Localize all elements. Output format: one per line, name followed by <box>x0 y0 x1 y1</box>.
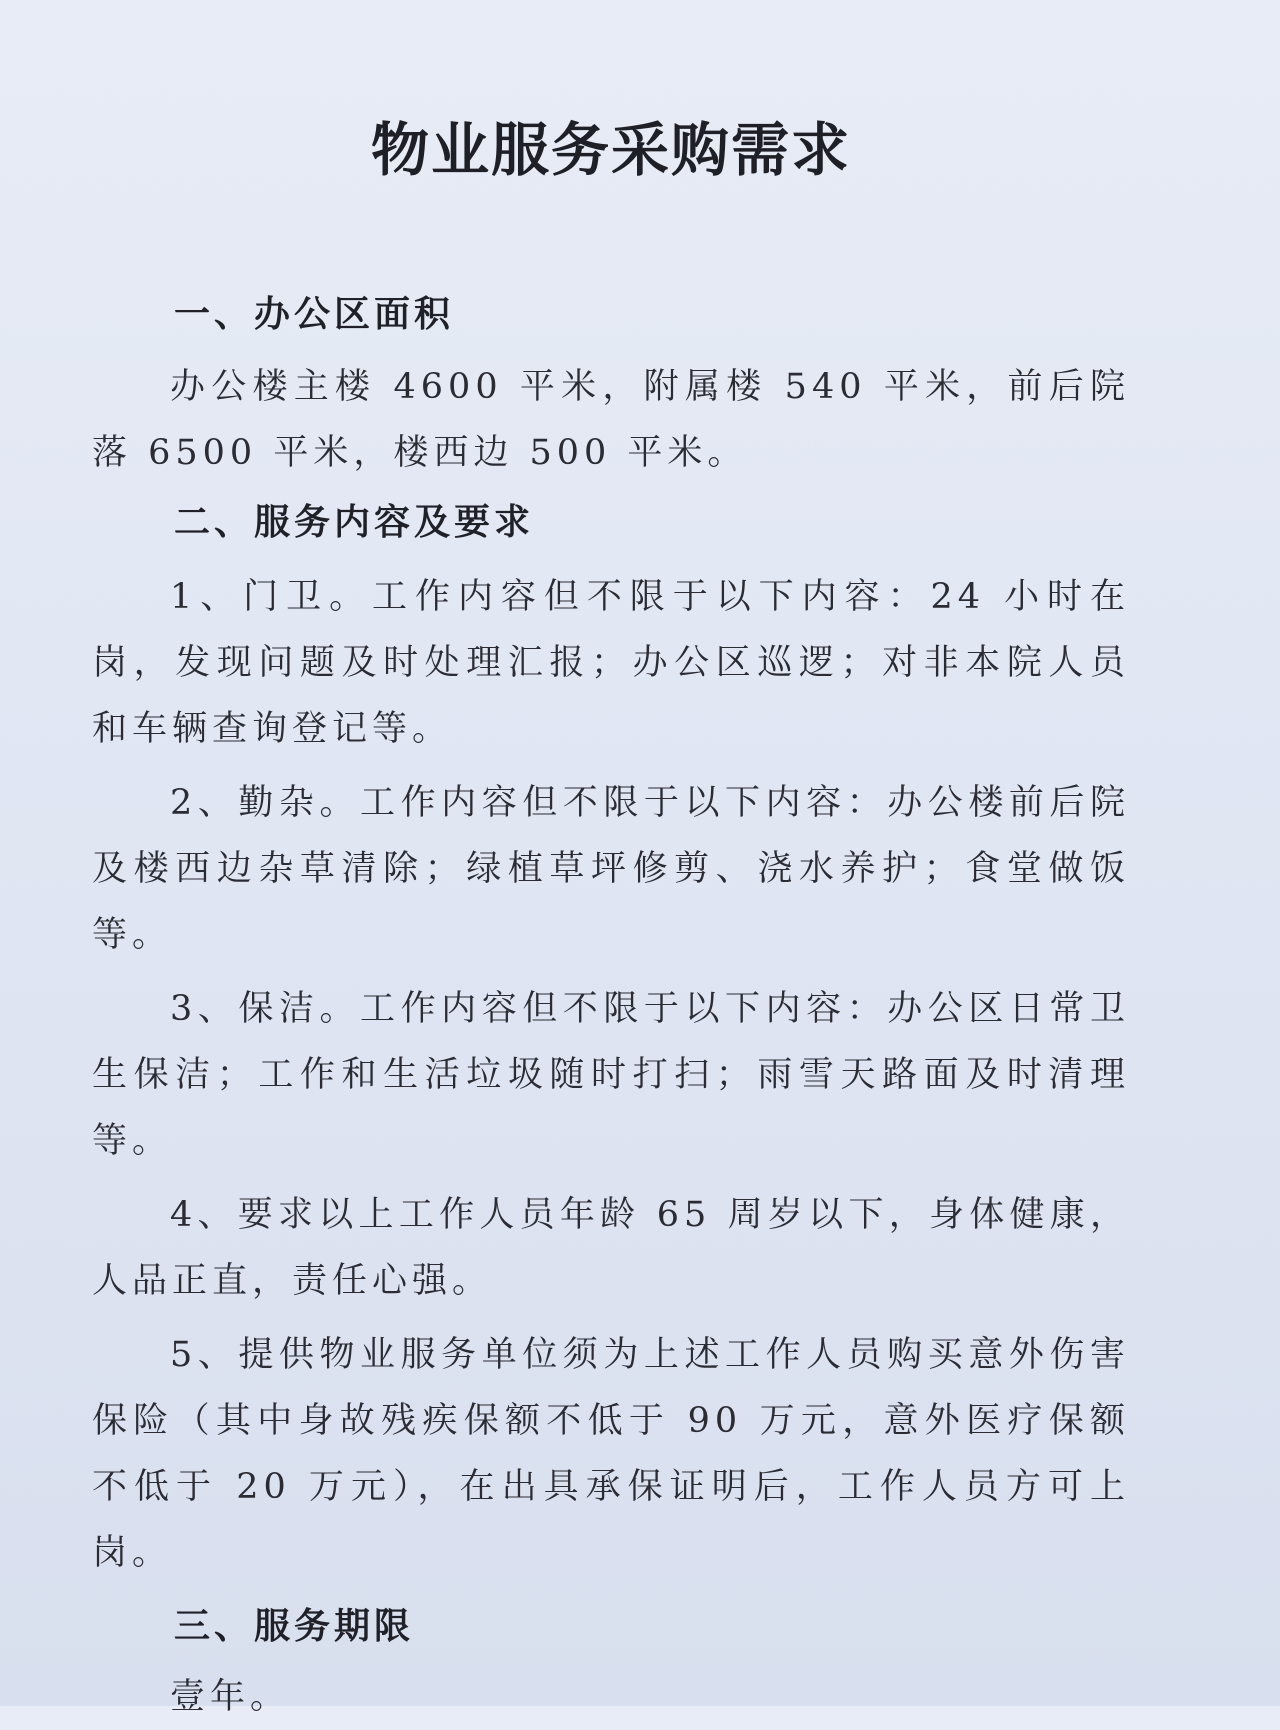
area-paragraph: 办公楼主楼 4600 平米，附属楼 540 平米，前后院落 6500 平米，楼西边 500 平米。 <box>92 367 1130 473</box>
section-heading-area: 一、办公区面积 <box>174 294 455 335</box>
term-paragraph: 壹年。 <box>170 1677 291 1717</box>
service-item-staff-requirements: 4、要求以上工作人员年龄 65 周岁以下，身体健康，人品正直，责任心强。 <box>92 1195 1130 1301</box>
service-item-guard: 1、门卫。工作内容但不限于以下内容：24 小时在岗，发现问题及时处理汇报；办公区巡逻；对非本院人员和车辆查询登记等。 <box>92 577 1130 749</box>
service-item-chores: 2、勤杂。工作内容但不限于以下内容：办公楼前后院及楼西边杂草清除；绿植草坪修剪、浇水养护；食堂做饭等。 <box>92 783 1130 955</box>
service-item-cleaning: 3、保洁。工作内容但不限于以下内容：办公区日常卫生保洁；工作和生活垃圾随时打扫；雨雪天路面及时清理等。 <box>92 989 1130 1161</box>
service-item-insurance: 5、提供物业服务单位须为上述工作人员购买意外伤害保险（其中身故残疾保额不低于 90 万元，意外医疗保额不低于 20 万元），在出具承保证明后，工作人员方可上岗。 <box>92 1335 1130 1573</box>
section-heading-services: 二、服务内容及要求 <box>174 502 535 543</box>
document-title: 物业服务采购需求 <box>370 116 851 184</box>
section-heading-term: 三、服务期限 <box>174 1606 415 1647</box>
